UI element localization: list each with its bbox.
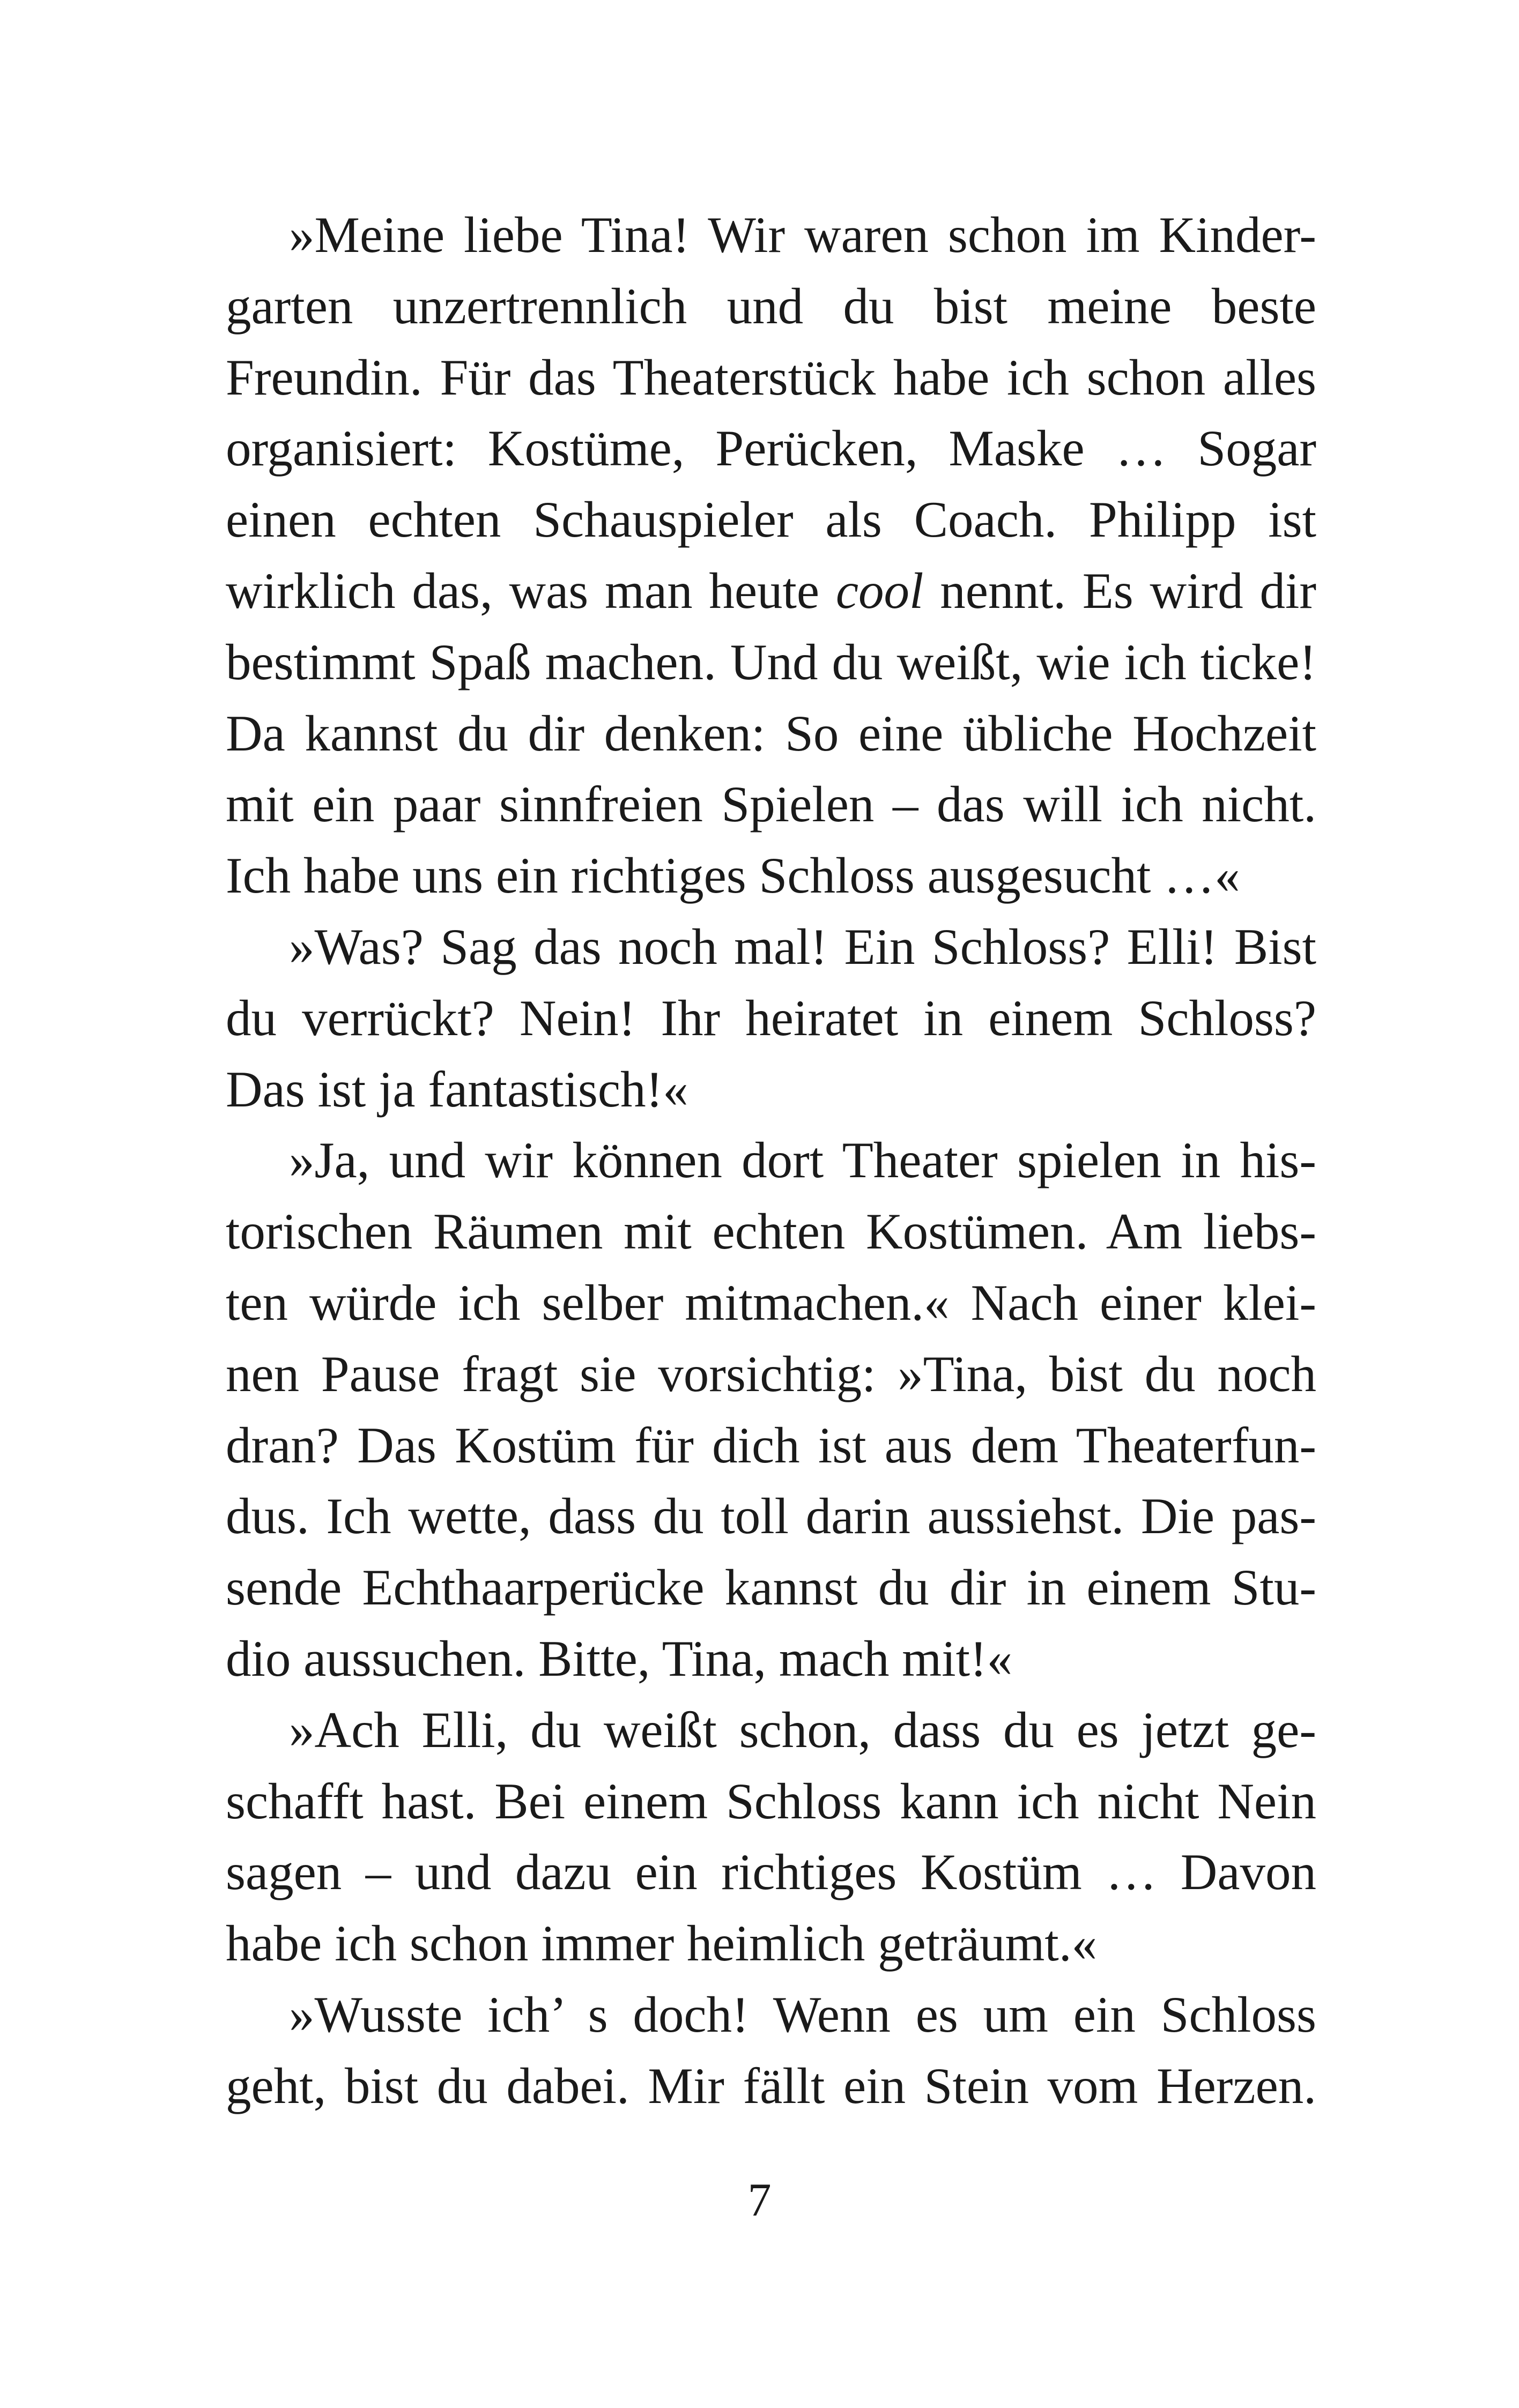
paragraph — [226, 1979, 1316, 2122]
text-line — [226, 911, 1316, 983]
text-run: »Was? Sag das noch mal! Ein Schloss? Elli! Bist — [289, 918, 1316, 975]
text-run: mit ein paar sinnfreien Spielen – das will ich nicht. — [226, 776, 1316, 833]
text-run: torischen Räumen mit echten Kostümen. Am liebs- — [226, 1203, 1316, 1260]
text-run: sende Echthaarperücke kannst du dir in einem Stu- — [226, 1559, 1316, 1616]
page-number: 7 — [747, 2174, 772, 2226]
italic-word: cool — [835, 562, 924, 619]
text-line — [226, 1196, 1316, 1267]
text-run: sagen – und dazu ein richtiges Kostüm … Davon — [226, 1844, 1316, 1901]
text-line — [226, 1481, 1316, 1552]
paragraph — [226, 911, 1316, 1125]
text-line — [226, 1339, 1316, 1410]
text-line — [226, 1694, 1316, 1766]
text-line — [226, 1267, 1316, 1339]
paragraph — [226, 1694, 1316, 1979]
text-line — [226, 2050, 1316, 2122]
text-run: »Ach Elli, du weißt schon, dass du es jetzt ge- — [289, 1701, 1316, 1758]
text-line — [226, 1125, 1316, 1196]
text-line — [226, 983, 1316, 1054]
text-line — [226, 271, 1316, 342]
text-run: habe ich schon immer heimlich geträumt.« — [226, 1915, 1098, 1972]
body-text — [226, 199, 1316, 2122]
text-run: dus. Ich wette, dass du toll darin aussiehst. Die pas- — [226, 1488, 1316, 1545]
text-line — [226, 1054, 1316, 1125]
text-line — [226, 627, 1316, 698]
text-run: Da kannst du dir denken: So eine übliche Hochzeit — [226, 704, 1316, 762]
text-line — [226, 1908, 1316, 1979]
text-line — [226, 342, 1316, 413]
text-line — [226, 698, 1316, 769]
text-line — [226, 1552, 1316, 1623]
text-run: Das ist ja fantastisch!« — [226, 1060, 688, 1118]
text-run: schafft hast. Bei einem Schloss kann ich nicht Nein — [226, 1772, 1316, 1830]
text-run: nen Pause fragt sie vorsichtig: »Tina, bist du noch — [226, 1345, 1316, 1402]
text-line — [226, 769, 1316, 840]
text-run: Ich habe uns ein richtiges Schloss ausgesucht …« — [226, 847, 1240, 904]
text-run: »Wusste ich’ s doch! Wenn es um ein Schloss — [289, 1986, 1316, 2043]
paragraph — [226, 199, 1316, 911]
text-run: »Ja, und wir können dort Theater spielen in his- — [289, 1132, 1316, 1189]
text-line — [226, 1837, 1316, 1908]
paragraph — [226, 1125, 1316, 1694]
text-line — [226, 1623, 1316, 1694]
text-run: wirklich das, was man heute — [226, 562, 836, 619]
text-line — [226, 1766, 1316, 1837]
text-line — [226, 1979, 1316, 2050]
text-line — [226, 484, 1316, 555]
text-run: »Meine liebe Tina! Wir waren schon im Kinder- — [289, 206, 1316, 263]
text-line — [226, 199, 1316, 271]
text-run: ten würde ich selber mitmachen.« Nach einer klei- — [226, 1274, 1316, 1331]
text-run: Freundin. Für das Theaterstück habe ich schon alles — [226, 348, 1316, 406]
text-line — [226, 413, 1316, 484]
text-run: bestimmt Spaß machen. Und du weißt, wie ich ticke! — [226, 633, 1316, 690]
text-run: organisiert: Kostüme, Perücken, Maske … Sogar — [226, 420, 1316, 477]
text-line — [226, 840, 1316, 911]
text-run: einen echten Schauspieler als Coach. Philipp ist — [226, 491, 1316, 548]
text-run: geht, bist du dabei. Mir fällt ein Stein vom Herzen. — [226, 2057, 1316, 2114]
text-run: garten unzertrennlich und du bist meine beste — [226, 277, 1316, 335]
text-run: dran? Das Kostüm für dich ist aus dem Theaterfun- — [226, 1416, 1316, 1474]
text-run: dio aussuchen. Bitte, Tina, mach mit!« — [226, 1630, 1013, 1687]
text-line — [226, 555, 1316, 627]
text-line — [226, 1410, 1316, 1481]
text-run: du verrückt? Nein! Ihr heiratet in einem Schloss? — [226, 989, 1316, 1046]
text-run: nennt. Es wird dir — [923, 562, 1316, 619]
